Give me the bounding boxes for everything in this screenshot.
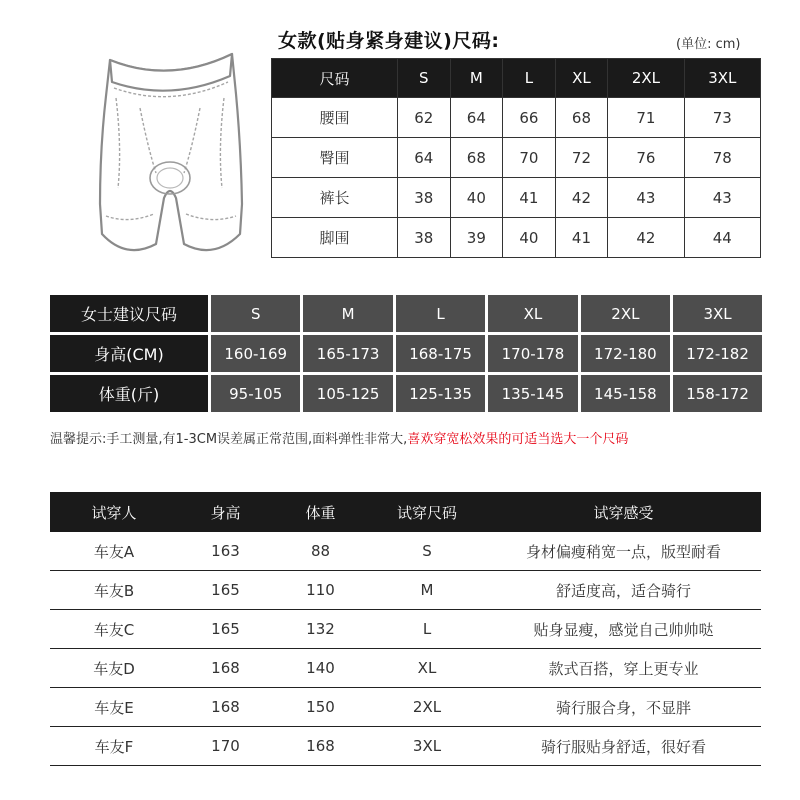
table-cell: 骑行服合身，不显胖 bbox=[486, 688, 761, 727]
table-cell: 172-182 bbox=[672, 334, 762, 374]
table-cell: S bbox=[368, 532, 486, 571]
table-cell: 42 bbox=[555, 178, 608, 218]
table-cell: 43 bbox=[608, 178, 684, 218]
header-cell: M bbox=[450, 59, 503, 98]
table-cell: 170 bbox=[178, 727, 273, 766]
table-cell: 41 bbox=[503, 178, 556, 218]
fitting-trial-table bbox=[50, 492, 761, 766]
table-row bbox=[50, 688, 761, 727]
table-cell: 2XL bbox=[368, 688, 486, 727]
table-cell: L bbox=[368, 610, 486, 649]
header-cell: 试穿人 bbox=[50, 492, 178, 532]
row-label: 裤长 bbox=[272, 178, 398, 218]
cycling-shorts-illustration bbox=[96, 38, 244, 262]
table-cell: M bbox=[302, 295, 394, 334]
table-cell: 41 bbox=[555, 218, 608, 258]
table-cell: 68 bbox=[450, 138, 503, 178]
table-cell: 132 bbox=[273, 610, 368, 649]
header-cell: 3XL bbox=[684, 59, 760, 98]
table-row bbox=[50, 571, 761, 610]
table-row bbox=[50, 649, 761, 688]
table-cell: 78 bbox=[684, 138, 760, 178]
table-cell: 135-145 bbox=[487, 374, 579, 413]
unit-label: (单位: cm) bbox=[676, 37, 741, 52]
table-cell: 64 bbox=[398, 138, 451, 178]
size-measurement-table bbox=[271, 58, 761, 258]
tip-text: 温馨提示:手工测量,有1-3CM误差属正常范围,面料弹性非常大, bbox=[50, 432, 408, 447]
row-label: 腰围 bbox=[272, 98, 398, 138]
table-cell: 款式百搭，穿上更专业 bbox=[486, 649, 761, 688]
table-row bbox=[50, 334, 762, 374]
table-header-row bbox=[50, 492, 761, 532]
table-header-row bbox=[272, 59, 761, 98]
table-cell: 身材偏瘦稍宽一点，版型耐看 bbox=[486, 532, 761, 571]
table-cell: 64 bbox=[450, 98, 503, 138]
row-label: 身高(CM) bbox=[50, 334, 210, 374]
table-cell: 42 bbox=[608, 218, 684, 258]
table-cell: 165 bbox=[178, 571, 273, 610]
table-cell: 170-178 bbox=[487, 334, 579, 374]
table-row bbox=[50, 532, 761, 571]
table-cell: 车友B bbox=[50, 571, 178, 610]
size-chart-title: 女款(贴身紧身建议)尺码: bbox=[278, 30, 500, 52]
table-cell: 66 bbox=[503, 98, 556, 138]
header-cell: 体重 bbox=[273, 492, 368, 532]
table-cell: 76 bbox=[608, 138, 684, 178]
row-label: 体重(斤) bbox=[50, 374, 210, 413]
table-row bbox=[50, 610, 761, 649]
table-cell: 舒适度高，适合骑行 bbox=[486, 571, 761, 610]
table-row bbox=[272, 178, 761, 218]
table-cell: 车友A bbox=[50, 532, 178, 571]
table-cell: 150 bbox=[273, 688, 368, 727]
table-cell: 43 bbox=[684, 178, 760, 218]
table-row bbox=[50, 374, 762, 413]
table-cell: 168 bbox=[178, 649, 273, 688]
table-cell: 73 bbox=[684, 98, 760, 138]
table-cell: 71 bbox=[608, 98, 684, 138]
table-cell: 车友D bbox=[50, 649, 178, 688]
table-cell: L bbox=[394, 295, 486, 334]
table-cell: 3XL bbox=[368, 727, 486, 766]
table-cell: 68 bbox=[555, 98, 608, 138]
table-cell: 38 bbox=[398, 178, 451, 218]
header-cell: 尺码 bbox=[272, 59, 398, 98]
table-cell: 骑行服贴身舒适，很好看 bbox=[486, 727, 761, 766]
table-cell: XL bbox=[368, 649, 486, 688]
table-cell: 车友F bbox=[50, 727, 178, 766]
table-cell: 40 bbox=[450, 178, 503, 218]
table-cell: 105-125 bbox=[302, 374, 394, 413]
table-cell: 88 bbox=[273, 532, 368, 571]
table-cell: 39 bbox=[450, 218, 503, 258]
header-cell: 试穿尺码 bbox=[368, 492, 486, 532]
table-cell: 车友C bbox=[50, 610, 178, 649]
header-cell: L bbox=[503, 59, 556, 98]
tip-highlight: 喜欢穿宽松效果的可适当选大一个尺码 bbox=[407, 432, 629, 447]
table-cell: XL bbox=[487, 295, 579, 334]
table-cell: 168 bbox=[273, 727, 368, 766]
header-cell: 身高 bbox=[178, 492, 273, 532]
table-cell: 168 bbox=[178, 688, 273, 727]
table-cell: 172-180 bbox=[579, 334, 671, 374]
table-cell: 160-169 bbox=[210, 334, 302, 374]
table-cell: 165 bbox=[178, 610, 273, 649]
table-cell: 145-158 bbox=[579, 374, 671, 413]
fitting-tip bbox=[50, 428, 628, 447]
table-cell: 38 bbox=[398, 218, 451, 258]
table-cell: 车友E bbox=[50, 688, 178, 727]
table-cell: S bbox=[210, 295, 302, 334]
table-cell: 2XL bbox=[579, 295, 671, 334]
table-cell: 140 bbox=[273, 649, 368, 688]
table-cell: 40 bbox=[503, 218, 556, 258]
table-row bbox=[50, 295, 762, 334]
table-cell: M bbox=[368, 571, 486, 610]
table-cell: 72 bbox=[555, 138, 608, 178]
table-cell: 158-172 bbox=[672, 374, 762, 413]
table-row bbox=[50, 727, 761, 766]
table-cell: 165-173 bbox=[302, 334, 394, 374]
header-cell: 试穿感受 bbox=[486, 492, 761, 532]
header-cell: S bbox=[398, 59, 451, 98]
header-cell: 2XL bbox=[608, 59, 684, 98]
table-cell: 44 bbox=[684, 218, 760, 258]
table-cell: 3XL bbox=[672, 295, 762, 334]
table-cell: 95-105 bbox=[210, 374, 302, 413]
table-cell: 贴身显瘦，感觉自己帅帅哒 bbox=[486, 610, 761, 649]
table-cell: 125-135 bbox=[394, 374, 486, 413]
table-cell: 110 bbox=[273, 571, 368, 610]
table-cell: 70 bbox=[503, 138, 556, 178]
row-label: 女士建议尺码 bbox=[50, 295, 210, 334]
recommended-size-table bbox=[50, 295, 762, 412]
table-cell: 163 bbox=[178, 532, 273, 571]
table-cell: 62 bbox=[398, 98, 451, 138]
table-row bbox=[272, 218, 761, 258]
table-row bbox=[272, 138, 761, 178]
table-cell: 168-175 bbox=[394, 334, 486, 374]
table-row bbox=[272, 98, 761, 138]
header-cell: XL bbox=[555, 59, 608, 98]
row-label: 脚围 bbox=[272, 218, 398, 258]
row-label: 臀围 bbox=[272, 138, 398, 178]
